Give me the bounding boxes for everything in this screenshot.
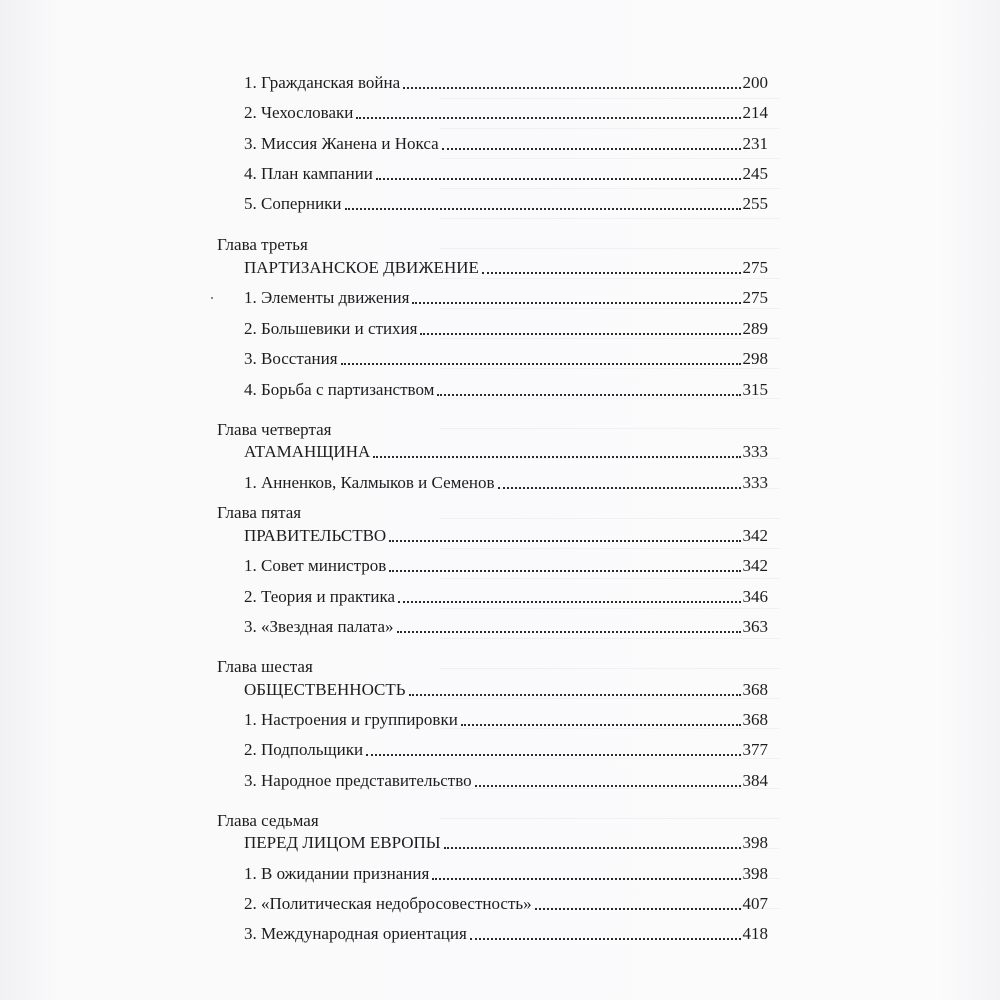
page-number: 384 <box>742 771 768 790</box>
page-number: 333 <box>742 473 768 492</box>
page-number: 231 <box>742 134 768 153</box>
page-number: 200 <box>742 73 768 92</box>
section-entry[interactable] <box>244 771 768 791</box>
dot-leader <box>366 754 740 756</box>
chapter-title-entry[interactable] <box>244 833 768 853</box>
chapter-heading: Глава третья <box>217 235 308 254</box>
page-number: 346 <box>742 587 768 606</box>
dot-leader <box>389 570 740 572</box>
section-entry[interactable] <box>244 103 768 123</box>
chapter-heading: Глава шестая <box>217 657 313 676</box>
section-entry[interactable] <box>244 473 768 493</box>
section-entry[interactable] <box>244 319 768 339</box>
section-entry[interactable] <box>244 73 768 93</box>
dot-leader <box>389 540 740 542</box>
entry-title: ОБЩЕСТВЕННОСТЬ <box>244 680 406 699</box>
entry-title: 2. Чехословаки <box>244 103 354 122</box>
dot-leader <box>437 394 740 396</box>
section-entry[interactable] <box>244 617 768 637</box>
page-number: 418 <box>742 924 768 943</box>
page-number: 214 <box>742 103 768 122</box>
entry-title: 2. Теория и практика <box>244 587 396 606</box>
dot-leader <box>420 333 740 335</box>
section-entry[interactable] <box>244 194 768 214</box>
entry-title: 3. Восстания <box>244 349 338 368</box>
entry-title: 5. Соперники <box>244 194 342 213</box>
entry-title: 3. Миссия Жанена и Нокса <box>244 134 439 153</box>
entry-title: ПРАВИТЕЛЬСТВО <box>244 526 387 545</box>
section-entry[interactable] <box>244 288 768 308</box>
dot-leader <box>461 724 741 726</box>
dot-leader <box>397 631 741 633</box>
page-number: 342 <box>742 526 768 545</box>
dot-leader <box>398 601 740 603</box>
page-number: 368 <box>742 680 768 699</box>
entry-title: ПЕРЕД ЛИЦОМ ЕВРОПЫ <box>244 833 441 852</box>
page-number: 289 <box>742 319 768 338</box>
dot-leader <box>345 208 741 210</box>
chapter-heading: Глава пятая <box>217 503 302 522</box>
page-number: 407 <box>742 894 768 913</box>
dot-leader <box>409 694 741 696</box>
page-number: 398 <box>742 833 768 852</box>
dot-leader <box>482 272 741 274</box>
entry-title: 1. Настроения и группировки <box>244 710 458 729</box>
section-entry[interactable] <box>244 349 768 369</box>
dot-leader <box>444 847 741 849</box>
section-entry[interactable] <box>244 924 768 944</box>
page-number: 298 <box>742 349 768 368</box>
entry-title: 2. Подпольщики <box>244 740 364 759</box>
entry-title: 3. Народное представительство <box>244 771 472 790</box>
section-entry[interactable] <box>244 134 768 154</box>
chapter-title-entry[interactable] <box>244 526 768 546</box>
page-number: 245 <box>742 164 768 183</box>
page-number: 275 <box>742 258 768 277</box>
section-entry[interactable] <box>244 587 768 607</box>
dot-leader <box>403 87 740 89</box>
dot-leader <box>470 938 741 940</box>
section-entry[interactable] <box>244 380 768 400</box>
chapter-title-entry[interactable] <box>244 258 768 278</box>
section-entry[interactable] <box>244 164 768 184</box>
dot-leader <box>376 178 741 180</box>
dot-leader <box>535 908 741 910</box>
page-number: 275 <box>742 288 768 307</box>
page-number: 398 <box>742 864 768 883</box>
section-entry[interactable] <box>244 894 768 914</box>
page-number: 333 <box>742 442 768 461</box>
chapter-heading: Глава седьмая <box>217 811 319 830</box>
entry-title: 1. Совет министров <box>244 556 387 575</box>
dot-leader <box>356 117 740 119</box>
entry-title: 2. «Политическая недобросовестность» <box>244 894 532 913</box>
dot-leader <box>498 487 741 489</box>
entry-title: АТАМАНЩИНА <box>244 442 371 461</box>
entry-title: 3. Международная ориентация <box>244 924 467 943</box>
dot-leader <box>432 878 740 880</box>
page-number: 368 <box>742 710 768 729</box>
entry-title: 1. Гражданская война <box>244 73 401 92</box>
entry-title: 3. «Звездная палата» <box>244 617 394 636</box>
page-number: 342 <box>742 556 768 575</box>
page-number: 363 <box>742 617 768 636</box>
entry-title: 4. План кампании <box>244 164 373 183</box>
dot-leader <box>475 785 741 787</box>
page-number: 315 <box>742 380 768 399</box>
dot-leader <box>341 363 741 365</box>
chapter-heading: Глава четвертая <box>217 420 332 439</box>
entry-title: ПАРТИЗАНСКОЕ ДВИЖЕНИЕ <box>244 258 479 277</box>
entry-title: 1. В ожидании признания <box>244 864 430 883</box>
chapter-title-entry[interactable] <box>244 442 768 462</box>
dot-leader <box>373 456 740 458</box>
entry-title: 2. Большевики и стихия <box>244 319 418 338</box>
page-number: 255 <box>742 194 768 213</box>
section-entry[interactable] <box>244 864 768 884</box>
section-entry[interactable] <box>244 710 768 730</box>
section-entry[interactable] <box>244 740 768 760</box>
chapter-title-entry[interactable] <box>244 680 768 700</box>
entry-title: 4. Борьба с партизанством <box>244 380 435 399</box>
entry-title: 1. Элементы движения <box>244 288 410 307</box>
entry-title: 1. Анненков, Калмыков и Семенов <box>244 473 495 492</box>
page-number: 377 <box>742 740 768 759</box>
dot-leader <box>412 302 740 304</box>
dot-leader <box>442 148 741 150</box>
section-entry[interactable] <box>244 556 768 576</box>
